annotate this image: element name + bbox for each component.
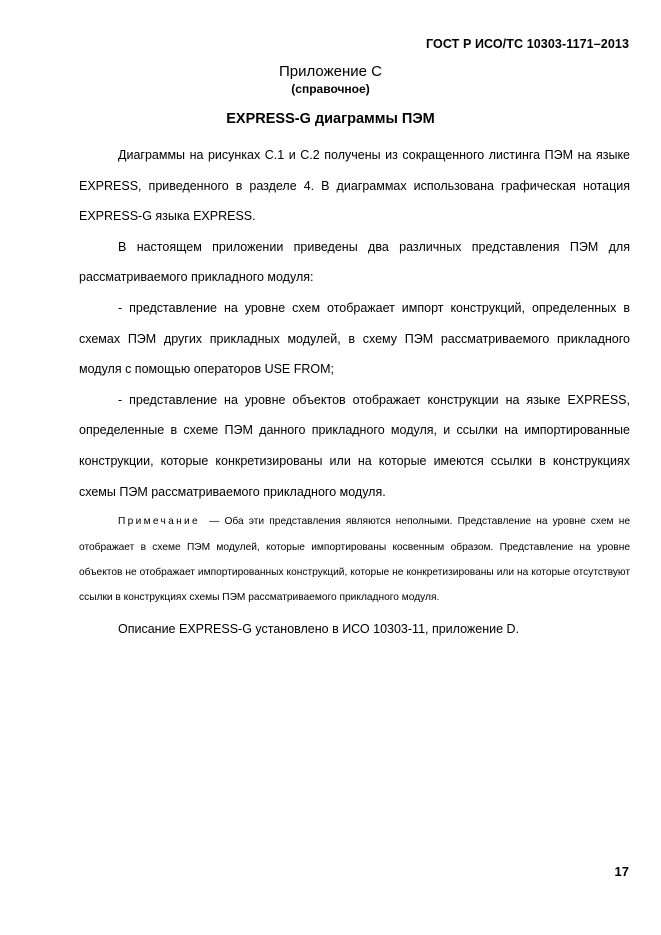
- annex-subtitle: (справочное): [291, 82, 370, 96]
- note-label: Примечание: [118, 516, 200, 528]
- list-item-schema-level: - представление на уровне схем отображает импорт конструкций, определенных в схемах ПЭМ других прикладных модулей, в схему ПЭМ рассматриваемого прикладного модуля с помощью операторов USE FROM;: [79, 300, 630, 377]
- paragraph-intro: Диаграммы на рисунках С.1 и С.2 получены из сокращенного листинга ПЭМ на языке EXPRESS, приведенного в разделе 4. В диаграммах использована графическая нотация EXPRESS-G языка EXPRESS.: [79, 148, 630, 224]
- annex-title: Приложение С: [279, 63, 382, 80]
- document-code: ГОСТ Р ИСО/ТС 10303-1171–2013: [425, 37, 629, 51]
- page-number: 17: [614, 864, 629, 879]
- list-item-entity-level: - представление на уровне объектов отображает конструкции на языке EXPRESS, определенные в схеме ПЭМ данного прикладного модуля, и ссылки на импортированные конструкции, которые конкретизированы или на которые имеются ссылки в конструкциях схемы ПЭМ рассматриваемого прикладного модуля.: [79, 392, 630, 499]
- note: [79, 509, 630, 611]
- section-title: EXPRESS-G диаграммы ПЭМ: [226, 111, 435, 127]
- paragraph-express-g-reference: Описание EXPRESS-G установлено в ИСО 10303-11, приложение D.: [118, 621, 520, 636]
- body-text: [79, 140, 630, 644]
- paragraph-representations: В настоящем приложении приведены два различных представления ПЭМ для рассматриваемого прикладного модуля:: [79, 239, 630, 285]
- note-text: — Оба эти представления являются неполными. Представление на уровне схем не отображает в схеме ПЭМ модулей, которые импортированы косвенным образом. Представление на уровне объектов не отображает импортированных конструкций, которые не конкретизированы или на которые отсутствуют ссылки в конструкциях схемы ПЭМ рассматриваемого прикладного модуля.: [79, 516, 630, 604]
